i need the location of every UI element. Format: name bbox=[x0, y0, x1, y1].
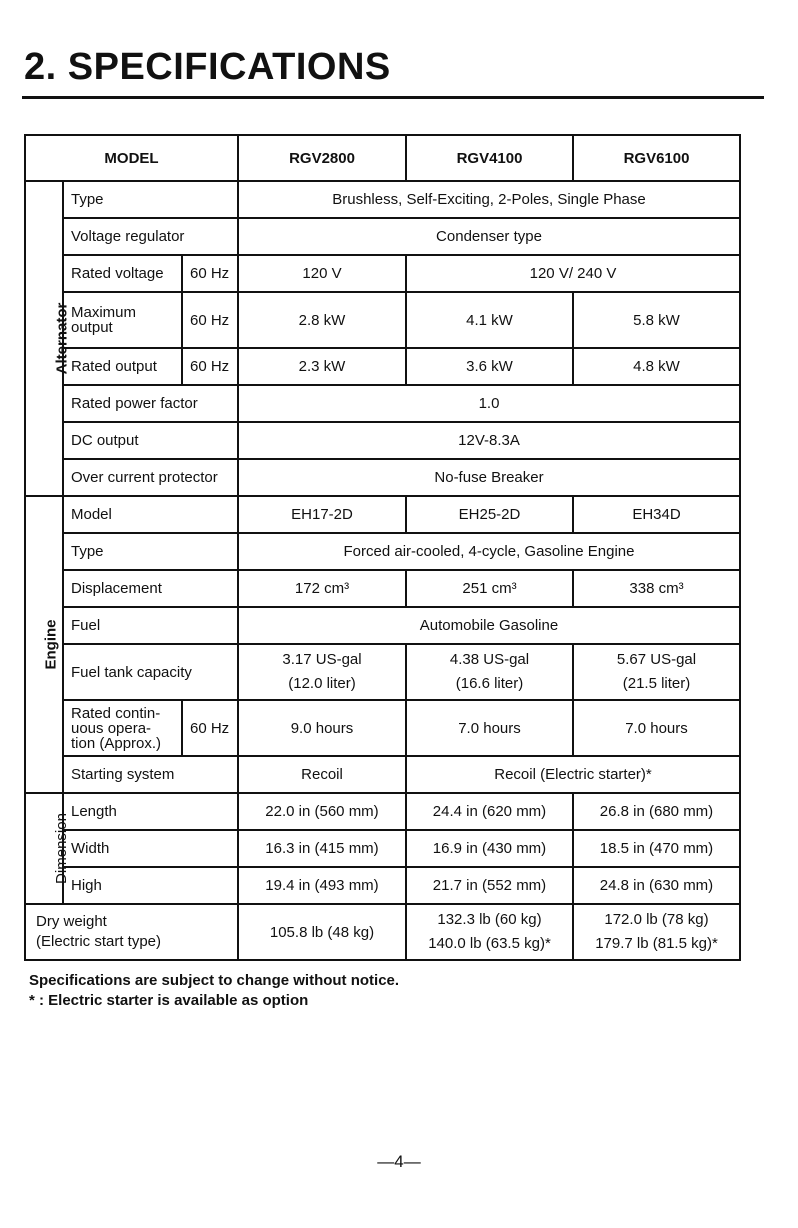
row-label: Type bbox=[63, 533, 238, 570]
cell-value: 21.7 in (552 mm) bbox=[406, 867, 573, 904]
header-model-3: RGV6100 bbox=[573, 135, 740, 181]
cell-value: 22.0 in (560 mm) bbox=[238, 793, 406, 830]
table-row bbox=[25, 570, 740, 607]
table-row bbox=[25, 181, 740, 218]
table-row bbox=[25, 422, 740, 459]
cell-value: 1.0 bbox=[238, 385, 740, 422]
note-electric-starter: * : Electric starter is available as option bbox=[29, 992, 309, 1009]
cell-value: 16.3 in (415 mm) bbox=[238, 830, 406, 867]
row-label: Rated output bbox=[63, 348, 182, 385]
header-model-1: RGV2800 bbox=[238, 135, 406, 181]
row-label: Rated voltage bbox=[63, 255, 182, 292]
cell-value: 16.9 in (430 mm) bbox=[406, 830, 573, 867]
cell-value: 3.6 kW bbox=[406, 348, 573, 385]
cell-value: 18.5 in (470 mm) bbox=[573, 830, 740, 867]
page-title: 2. SPECIFICATIONS bbox=[24, 46, 391, 88]
table-row bbox=[25, 496, 740, 533]
row-label: Rated contin- uous opera- tion (Approx.) bbox=[63, 700, 182, 756]
cell-value: Recoil (Electric starter)* bbox=[406, 756, 740, 793]
note-spec-change: Specifications are subject to change without notice. bbox=[29, 972, 400, 989]
cell-value: 4.1 kW bbox=[406, 292, 573, 348]
row-label: High bbox=[63, 867, 238, 904]
cell-value: 172 cm³ bbox=[238, 570, 406, 607]
cell-value: 132.3 lb (60 kg) 140.0 lb (63.5 kg)* bbox=[406, 904, 573, 960]
section-engine: Engine bbox=[25, 496, 63, 793]
row-label: Length bbox=[63, 793, 238, 830]
row-frequency: 60 Hz bbox=[182, 348, 238, 385]
table-row bbox=[25, 459, 740, 496]
row-label: Over current protector bbox=[63, 459, 238, 496]
row-label: Fuel bbox=[63, 607, 238, 644]
header-model: MODEL bbox=[25, 135, 238, 181]
section-dimension: Dimension bbox=[25, 793, 63, 904]
page-number: —4— bbox=[377, 1152, 421, 1171]
header-model-2: RGV4100 bbox=[406, 135, 573, 181]
cell-value: 5.67 US-gal (21.5 liter) bbox=[573, 644, 740, 700]
title-divider bbox=[22, 96, 764, 99]
table-row bbox=[25, 385, 740, 422]
table-row bbox=[25, 607, 740, 644]
cell-value: 4.38 US-gal (16.6 liter) bbox=[406, 644, 573, 700]
cell-value: 24.4 in (620 mm) bbox=[406, 793, 573, 830]
cell-value: Forced air-cooled, 4-cycle, Gasoline Engine bbox=[238, 533, 740, 570]
cell-value: 2.3 kW bbox=[238, 348, 406, 385]
row-frequency: 60 Hz bbox=[182, 700, 238, 756]
row-label: DC output bbox=[63, 422, 238, 459]
row-label: Voltage regulator bbox=[63, 218, 238, 255]
cell-value: 3.17 US-gal (12.0 liter) bbox=[238, 644, 406, 700]
cell-value: 9.0 hours bbox=[238, 700, 406, 756]
cell-value: 5.8 kW bbox=[573, 292, 740, 348]
cell-value: Brushless, Self-Exciting, 2-Poles, Single Phase bbox=[238, 181, 740, 218]
cell-value: 19.4 in (493 mm) bbox=[238, 867, 406, 904]
spec-table bbox=[24, 134, 741, 961]
table-row bbox=[25, 867, 740, 904]
table-row bbox=[25, 292, 740, 348]
table-row bbox=[25, 533, 740, 570]
cell-value: 338 cm³ bbox=[573, 570, 740, 607]
row-label: Starting system bbox=[63, 756, 238, 793]
cell-value: No-fuse Breaker bbox=[238, 459, 740, 496]
row-label: Model bbox=[63, 496, 238, 533]
table-row bbox=[25, 700, 740, 756]
cell-value: 120 V/ 240 V bbox=[406, 255, 740, 292]
cell-value: Automobile Gasoline bbox=[238, 607, 740, 644]
row-label: Rated power factor bbox=[63, 385, 238, 422]
row-label: Width bbox=[63, 830, 238, 867]
cell-value: 12V-8.3A bbox=[238, 422, 740, 459]
cell-value: EH25-2D bbox=[406, 496, 573, 533]
row-label: Dry weight (Electric start type) bbox=[25, 904, 238, 960]
row-label: Maximum output bbox=[63, 292, 182, 348]
row-frequency: 60 Hz bbox=[182, 255, 238, 292]
section-alternator: Alternator bbox=[25, 181, 63, 496]
row-label: Displacement bbox=[63, 570, 238, 607]
cell-value: 7.0 hours bbox=[406, 700, 573, 756]
table-row bbox=[25, 904, 740, 960]
cell-value: 251 cm³ bbox=[406, 570, 573, 607]
cell-value: 24.8 in (630 mm) bbox=[573, 867, 740, 904]
cell-value: 26.8 in (680 mm) bbox=[573, 793, 740, 830]
table-row bbox=[25, 793, 740, 830]
table-header-row bbox=[25, 135, 740, 181]
cell-value: 7.0 hours bbox=[573, 700, 740, 756]
cell-value: 2.8 kW bbox=[238, 292, 406, 348]
table-row bbox=[25, 348, 740, 385]
cell-value: Condenser type bbox=[238, 218, 740, 255]
row-frequency: 60 Hz bbox=[182, 292, 238, 348]
cell-value: 120 V bbox=[238, 255, 406, 292]
table-row bbox=[25, 255, 740, 292]
cell-value: Recoil bbox=[238, 756, 406, 793]
cell-value: EH34D bbox=[573, 496, 740, 533]
cell-value: EH17-2D bbox=[238, 496, 406, 533]
cell-value: 105.8 lb (48 kg) bbox=[238, 904, 406, 960]
table-row bbox=[25, 644, 740, 700]
row-label: Fuel tank capacity bbox=[63, 644, 238, 700]
footnotes bbox=[29, 971, 399, 1011]
table-row bbox=[25, 830, 740, 867]
cell-value: 4.8 kW bbox=[573, 348, 740, 385]
row-label: Type bbox=[63, 181, 238, 218]
cell-value: 172.0 lb (78 kg) 179.7 lb (81.5 kg)* bbox=[573, 904, 740, 960]
table-row bbox=[25, 756, 740, 793]
table-row bbox=[25, 218, 740, 255]
